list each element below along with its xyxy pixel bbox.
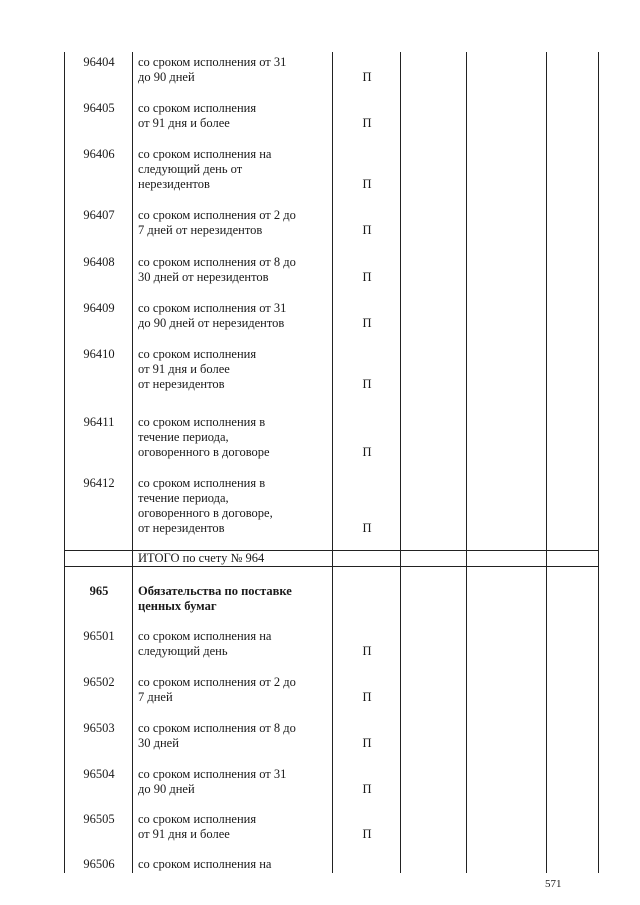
account-code: 96412 [83,476,115,490]
account-code: 96406 [83,147,115,161]
account-type-mark: П [362,736,372,750]
column-divider [400,52,401,873]
account-description: со сроком исполнения в течение периода, оговоренного в договоре [138,415,270,459]
account-description: со сроком исполнения в течение периода, оговоренного в договоре, от нерезидентов [138,476,273,535]
account-type-mark: П [362,782,372,796]
section-title: Обязательства по поставке ценных бумаг [138,584,292,613]
column-divider [332,52,333,873]
account-type-mark: П [362,644,372,658]
account-type-mark: П [362,377,372,391]
account-code: 96408 [83,255,115,269]
column-divider [466,52,467,873]
account-code: 96505 [83,812,115,826]
account-description: со сроком исполнения от 91 дня и более [138,812,257,841]
account-code: 96504 [83,767,115,781]
account-description: со сроком исполнения от 2 до 7 дней [138,675,296,704]
account-code: 96409 [83,301,115,315]
account-code: 96502 [83,675,115,689]
column-divider [132,52,133,873]
account-code: 96404 [83,55,115,69]
account-type-mark: П [362,827,372,841]
account-description: со сроком исполнения от 8 до 30 дней от нерезидентов [138,255,296,284]
account-description: со сроком исполнения на следующий день от нерезидентов [138,147,272,191]
row-divider [64,566,599,567]
account-type-mark: П [362,177,372,191]
account-type-mark: П [362,690,372,704]
section-code: 965 [89,584,109,598]
account-type-mark: П [362,116,372,130]
account-type-mark: П [362,70,372,84]
account-description: со сроком исполнения от 8 до 30 дней [138,721,296,750]
table-border-right [598,52,599,873]
account-code: 96506 [83,857,115,871]
account-type-mark: П [362,316,372,330]
account-type-mark: П [362,521,372,535]
account-description: со сроком исполнения на [138,857,272,871]
account-code: 96405 [83,101,115,115]
table-border-left [64,52,65,873]
account-description: со сроком исполнения на следующий день [138,629,272,658]
account-type-mark: П [362,270,372,284]
account-code: 96501 [83,629,115,643]
account-type-mark: П [362,223,372,237]
account-description: со сроком исполнения от 2 до 7 дней от нерезидентов [138,208,296,237]
account-description: со сроком исполнения от 91 дня и более от нерезидентов [138,347,257,391]
account-description: со сроком исполнения от 31 до 90 дней [138,767,287,796]
account-code: 96410 [83,347,115,361]
account-description: со сроком исполнения от 91 дня и более [138,101,257,130]
column-divider [546,52,547,873]
account-code: 96411 [83,415,115,429]
page-number: 571 [545,878,562,890]
account-description: со сроком исполнения от 31 до 90 дней от нерезидентов [138,301,287,330]
account-code: 96503 [83,721,115,735]
total-row-label: ИТОГО по счету № 964 [138,551,265,565]
account-type-mark: П [362,445,372,459]
account-description: со сроком исполнения от 31 до 90 дней [138,55,287,84]
account-code: 96407 [83,208,115,222]
